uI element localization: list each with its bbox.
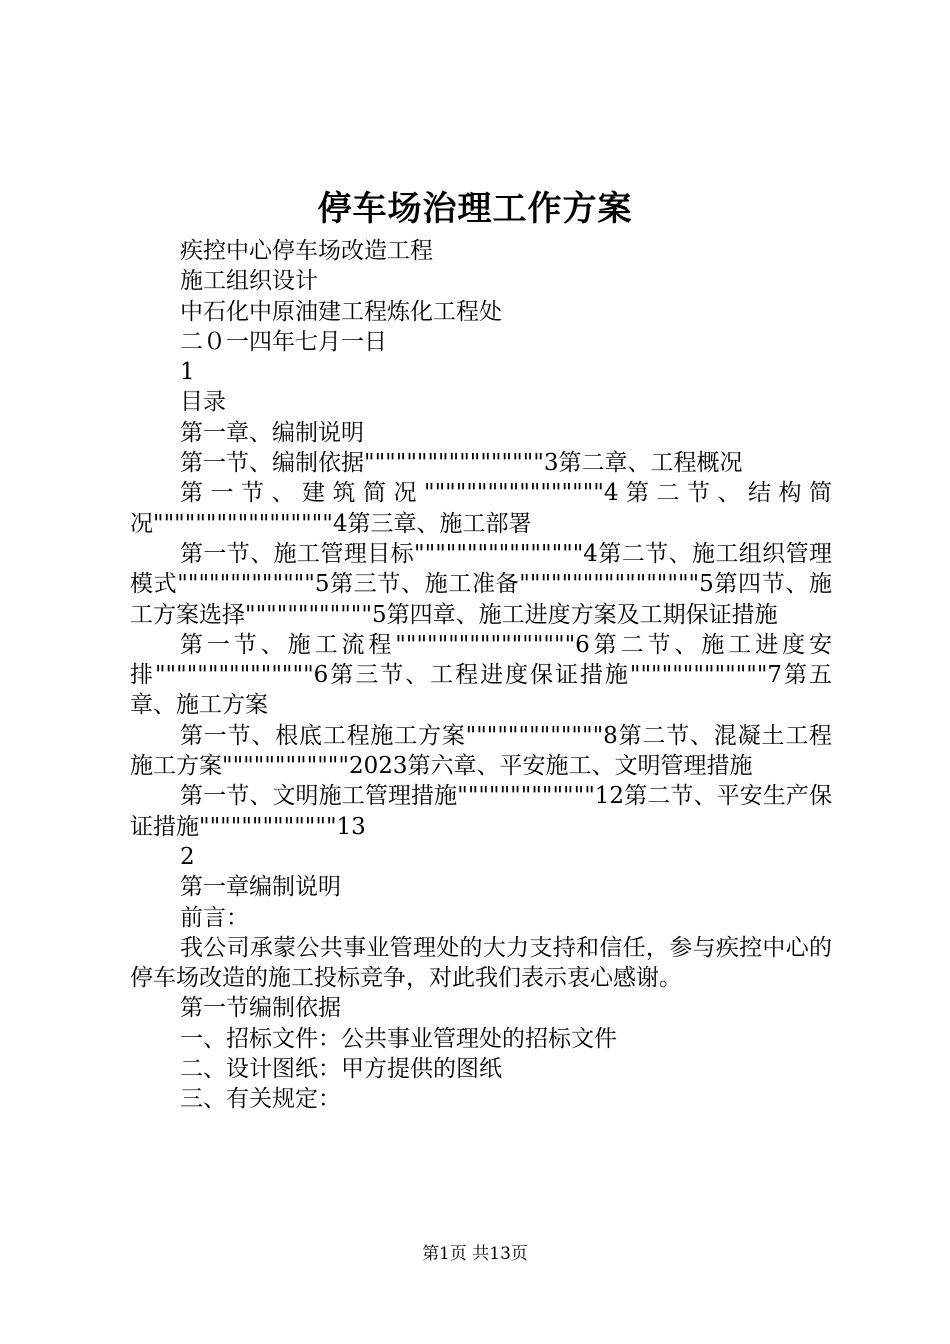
preface-label: 前言：	[180, 904, 249, 931]
chapter-heading: 第一章编制说明	[180, 874, 341, 901]
toc-entry: 第一节、文明施工管理措施"""""""""""""12第二节、平安生产保证措施"""""""""""""13	[130, 783, 832, 840]
cover-date: 二０一四年七月一日	[180, 328, 387, 355]
page-footer: 第1页 共13页	[422, 1244, 528, 1264]
section-heading: 第一节编制依据	[180, 995, 341, 1022]
document-body	[130, 236, 832, 1115]
toc-page-number: 2	[180, 843, 195, 870]
preface-text: 我公司承蒙公共事业管理处的大力支持和信任，参与疾控中心的停车场改造的施工投标竞争，对此我们表示衷心感谢。	[130, 934, 832, 992]
cover-page-number: 1	[180, 359, 195, 386]
cover-subtitle: 施工组织设计	[180, 268, 318, 295]
toc-entry: 第一节、施工流程"""""""""""""""""6第二节、施工进度安排"""""""""""""""6第三节、工程进度保证措施"""""""""""""7第五章、施工方案	[130, 631, 832, 719]
toc-chapter-1: 第一章、编制说明	[180, 419, 364, 446]
page-title: 停车场治理工作方案	[317, 189, 633, 229]
toc-heading: 目录	[180, 389, 226, 416]
basis-item: 二、设计图纸：甲方提供的图纸	[180, 1056, 502, 1083]
toc-entry: 第一节、施工管理目标""""""""""""""""4第二节、施工组织管理模式"""""""""""""5第三节、施工准备"""""""""""""""""5第四节、施工方案选择""""""""""""5第四章、施工进度方案及工期保证措施	[130, 540, 832, 628]
toc-entry: 第一节、根底工程施工方案"""""""""""""8第二节、混凝土工程施工方案""""""""""""2023第六章、平安施工、文明管理措施	[130, 722, 832, 780]
cover-company: 中石化中原油建工程炼化工程处	[180, 298, 502, 325]
toc-entry: 第一节、建筑简况"""""""""""""""""4第二节、结构简况"""""""""""""""""4第三章、施工部署	[130, 480, 832, 537]
basis-item: 三、有关规定：	[180, 1086, 341, 1113]
toc-entry: 第一节、编制依据"""""""""""""""""3第二章、工程概况	[180, 450, 743, 477]
cover-project-name: 疾控中心停车场改造工程	[180, 238, 433, 264]
basis-item: 一、招标文件：公共事业管理处的招标文件	[180, 1025, 617, 1052]
